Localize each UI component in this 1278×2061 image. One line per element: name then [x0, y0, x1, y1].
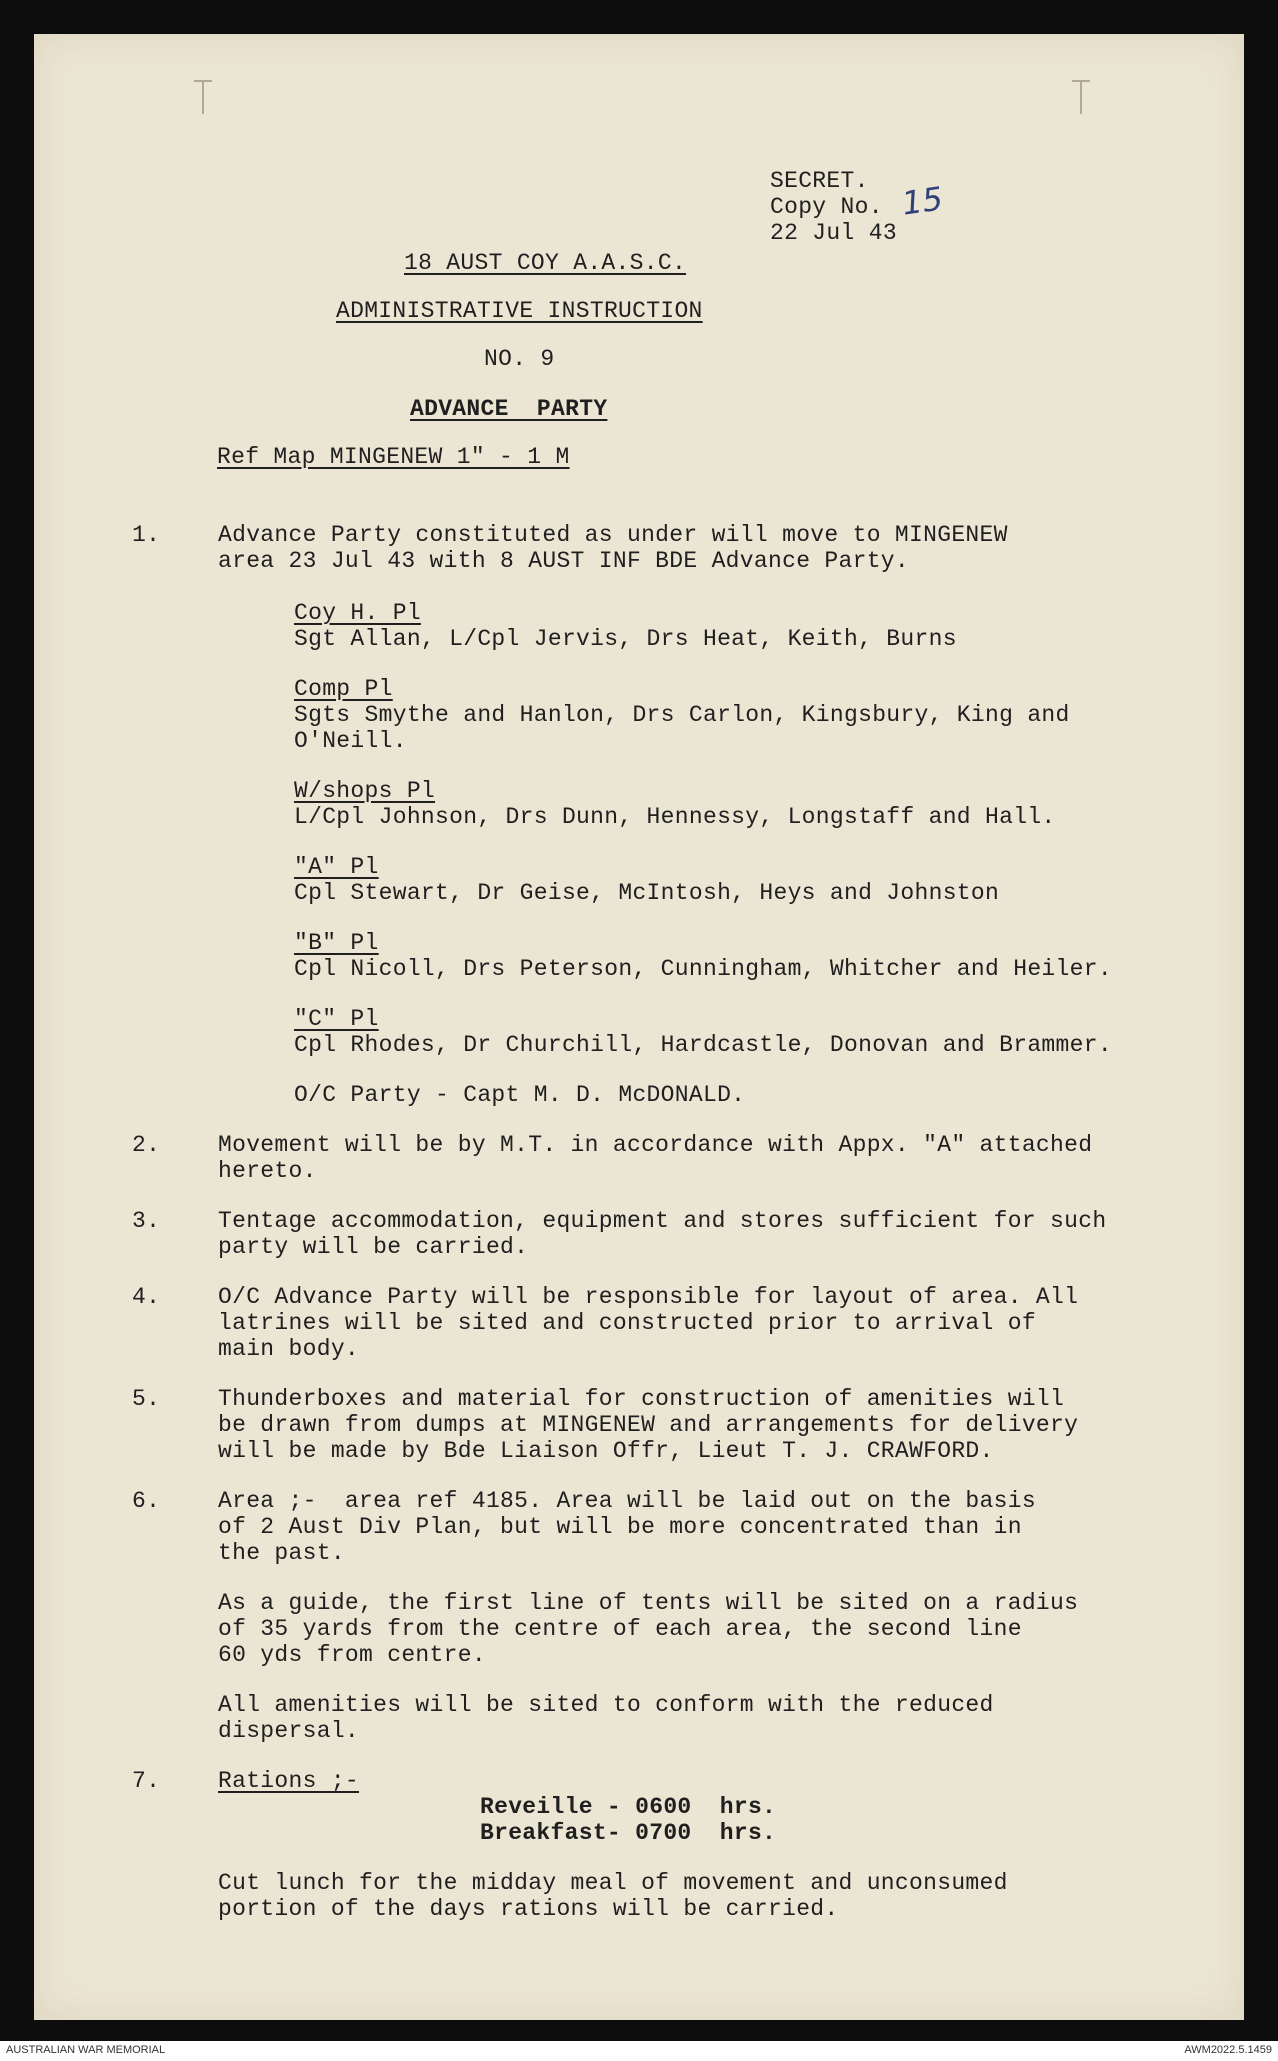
para-text: be drawn from dumps at MINGENEW and arrangements for delivery	[218, 1412, 1079, 1438]
para-text: of 35 yards from the centre of each area, the second line	[218, 1616, 1022, 1642]
para-text: the past.	[218, 1540, 345, 1566]
oc-party: O/C Party - Capt M. D. McDONALD.	[294, 1082, 746, 1108]
copy-number-label: Copy No.	[770, 194, 883, 220]
document-date: 22 Jul 43	[770, 220, 897, 246]
para-number: 4.	[132, 1284, 161, 1310]
group-heading: "A" Pl	[294, 854, 379, 880]
para-text: latrines will be sited and constructed prior to arrival of	[218, 1310, 1036, 1336]
secret-label: SECRET.	[770, 168, 869, 194]
group-members: Sgt Allan, L/Cpl Jervis, Drs Heat, Keith, Burns	[294, 626, 957, 652]
para-number: 3.	[132, 1208, 161, 1234]
footer-accession-number: AWM2022.5.1459	[1184, 2044, 1272, 2056]
para-text: area 23 Jul 43 with 8 AUST INF BDE Advance Party.	[218, 548, 910, 574]
para-text: 60 yds from centre.	[218, 1642, 486, 1668]
instruction-title: ADMINISTRATIVE INSTRUCTION	[336, 298, 703, 324]
handwritten-copy-number: 15	[899, 179, 946, 223]
staple-mark-right	[1080, 80, 1082, 114]
para-text: O/C Advance Party will be responsible for layout of area. All	[218, 1284, 1079, 1310]
para-number: 5.	[132, 1386, 161, 1412]
group-members: Cpl Stewart, Dr Geise, McIntosh, Heys and Johnston	[294, 880, 1000, 906]
para-text: Cut lunch for the midday meal of movement and unconsumed	[218, 1870, 1008, 1896]
footer-credit: AUSTRALIAN WAR MEMORIAL	[6, 2044, 166, 2056]
para-text: party will be carried.	[218, 1234, 529, 1260]
para-text: Area ;- area ref 4185. Area will be laid out on the basis	[218, 1488, 1036, 1514]
instruction-number: NO. 9	[484, 346, 555, 372]
para-text: main body.	[218, 1336, 360, 1362]
reference-map: Ref Map MINGENEW 1" - 1 M	[217, 444, 570, 470]
para-text: As a guide, the first line of tents will be sited on a radius	[218, 1590, 1079, 1616]
para-number: 7.	[132, 1768, 161, 1794]
para-text: hereto.	[218, 1158, 317, 1184]
para-text: dispersal.	[218, 1718, 360, 1744]
unit-title: 18 AUST COY A.A.S.C.	[404, 250, 687, 276]
group-heading: Coy H. Pl	[294, 600, 421, 626]
para-text: will be made by Bde Liaison Offr, Lieut T. J. CRAWFORD.	[218, 1438, 994, 1464]
group-members: O'Neill.	[294, 728, 407, 754]
para-text: Thunderboxes and material for construction of amenities will	[218, 1386, 1065, 1412]
breakfast-time: Breakfast- 0700 hrs.	[480, 1820, 777, 1846]
para-text: of 2 Aust Div Plan, but will be more concentrated than in	[218, 1514, 1022, 1540]
subject-title: ADVANCE PARTY	[410, 396, 608, 422]
para-number: 1.	[132, 522, 161, 548]
footer	[0, 2041, 1278, 2061]
group-members: Cpl Rhodes, Dr Churchill, Hardcastle, Donovan and Brammer.	[294, 1032, 1112, 1058]
para-text: Tentage accommodation, equipment and stores sufficient for such	[218, 1208, 1107, 1234]
group-heading: Comp Pl	[294, 676, 393, 702]
para-text: Advance Party constituted as under will move to MINGENEW	[218, 522, 1008, 548]
para-text: Movement will be by M.T. in accordance with Appx. "A" attached	[218, 1132, 1093, 1158]
reveille-time: Reveille - 0600 hrs.	[480, 1794, 777, 1820]
para-number: 2.	[132, 1132, 161, 1158]
group-members: L/Cpl Johnson, Drs Dunn, Hennessy, Longstaff and Hall.	[294, 804, 1056, 830]
group-heading: W/shops Pl	[294, 778, 436, 804]
group-members: Sgts Smythe and Hanlon, Drs Carlon, Kingsbury, King and	[294, 702, 1070, 728]
typed-document	[34, 34, 1244, 2020]
staple-mark-left	[202, 80, 204, 114]
rations-heading: Rations ;-	[218, 1768, 360, 1794]
para-text: portion of the days rations will be carried.	[218, 1896, 839, 1922]
group-heading: "C" Pl	[294, 1006, 379, 1032]
para-text: All amenities will be sited to conform with the reduced	[218, 1692, 994, 1718]
para-number: 6.	[132, 1488, 161, 1514]
group-heading: "B" Pl	[294, 930, 379, 956]
group-members: Cpl Nicoll, Drs Peterson, Cunningham, Whitcher and Heiler.	[294, 956, 1112, 982]
